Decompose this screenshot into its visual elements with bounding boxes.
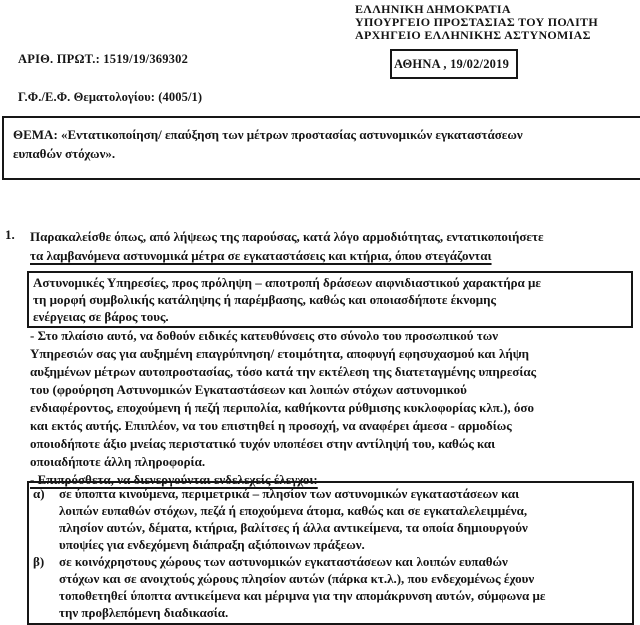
subject-text: «Εντατικοποίηση/ επαύξηση των μέτρων προστασίας αστυνομικών εγκαταστάσεων — [61, 127, 523, 142]
check-line: στόχων και σε ανοιχτούς χώρους πλησίον αυτών (πάρκα κτ.λ.), που ενδεχομένως έχουν — [59, 571, 535, 586]
thematic-file-ref: Γ.Φ./Ε.Φ. Θεματολογίου: (4005/1) — [18, 90, 203, 104]
body-line: αυξημένων μέτρων αυτοπροστασίας, τόσο κατά την εκτέλεση της διατεταγμένης υπηρεσίας — [30, 364, 537, 379]
body-line: οποιαδήποτε άλλη πληροφορία. — [30, 454, 206, 469]
checks-box — [27, 481, 634, 625]
check-item-beta — [33, 553, 627, 621]
check-line: σε κοινόχρηστους χώρους των αστυνομικών εγκαταστάσεων και λοιπών ευπαθών — [59, 554, 508, 569]
boxed-line: ενέργειας σε βάρος τους. — [33, 309, 169, 324]
letterhead-line-republic: ΕΛΛΗΝΙΚΗ ΔΗΜΟΚΡΑΤΙΑ — [355, 2, 511, 16]
boxed-line: τη μορφή συμβολικής κατάληψης ή παρέμβασης, καθώς και οποιασδήποτε έκνομης — [33, 292, 496, 307]
paragraph-2 — [30, 327, 635, 489]
check-line: λοιπών ευπαθών στόχων, πεζά ή εποχούμενα άτομα, καθώς και σε εγκαταλελειμμένα, — [59, 503, 528, 518]
boxed-line: Αστυνομικές Υπηρεσίες, προς πρόληψη – αποτροπή δράσεων αιφνιδιαστικού χαρακτήρα με — [33, 275, 541, 290]
protocol-number: ΑΡΙΘ. ΠΡΩΤ.: 1519/19/369302 — [18, 52, 189, 66]
body-line-underlined: τα λαμβανόμενα αστυνομικά μέτρα σε εγκαταστάσεις και κτήρια, όπου στεγάζονται — [30, 248, 492, 263]
controls-heading: - Επιπρόσθετα, να διενεργούνται ενδελεχείς έλεγχοι: — [30, 472, 318, 487]
check-item-alpha — [33, 485, 627, 553]
body-line: Υπηρεσιών σας για αυξημένη επαγρύπνηση/ ετοιμότητα, αποφυγή εφησυχασμού και λήψη — [30, 346, 530, 361]
check-line: πλησίον αυτών, δέματα, κτήρια, βαλίτσες ή άλλα αντικείμενα, τα οποία δημιουργούν — [59, 520, 528, 535]
date-stamp-box — [390, 49, 518, 79]
check-marker: α) — [33, 486, 45, 501]
emphasis-box-prevention — [27, 271, 633, 328]
letterhead-line-ministry: ΥΠΟΥΡΓΕΙΟ ΠΡΟΣΤΑΣΙΑΣ ΤΟΥ ΠΟΛΙΤΗ — [355, 15, 598, 29]
check-lines — [59, 485, 627, 553]
list-item-number: 1. — [5, 227, 15, 242]
check-line: τοποθετηθεί ύποπτα αντικείμενα και μέριμνα για την απομάκρυνση αυτών, σύμφωνα με — [59, 588, 546, 603]
paragraph-1 — [30, 227, 635, 265]
subject-label: ΘΕΜΑ: — [13, 127, 58, 142]
body-line: - Στο πλαίσιο αυτό, να δοθούν ειδικές κατευθύνσεις στο σύνολο του προσωπικού των — [30, 328, 498, 343]
check-line: την προβλεπόμενη διαδικασία. — [59, 605, 229, 620]
check-marker: β) — [33, 554, 45, 569]
letterhead — [355, 3, 598, 42]
body-line: και εκτός αυτής. Επιπλέον, να του επιστηθεί η προσοχή, να αναφέρει άμεσα - αρμοδίως — [30, 418, 512, 433]
check-line: σε ύποπτα κινούμενα, περιμετρικά – πλησίον των αστυνομικών εγκαταστάσεων και — [59, 486, 520, 501]
subject-line-1 — [13, 125, 640, 144]
letterhead-line-police-hq: ΑΡΧΗΓΕΙΟ ΕΛΛΗΝΙΚΗΣ ΑΣΤΥΝΟΜΙΑΣ — [355, 28, 591, 42]
subject-box — [2, 116, 640, 180]
body-line: Παρακαλείσθε όπως, από λήψεως της παρούσας, κατά λόγο αρμοδιότητας, εντατικοποιήσετε — [30, 229, 544, 244]
body-line: ενδιαφέροντος, εποχούμενη ή πεζή περιπολία, καθήκοντα ρύθμισης κυκλοφορίας κλπ.), όσο — [30, 400, 534, 415]
date-stamp: ΑΘΗΝΑ , 19/02/2019 — [394, 56, 510, 71]
check-lines — [59, 553, 627, 621]
body-line: οποιοδήποτε άξιο μνείας περιστατικό τυχόν υποπέσει στην αντίληψή του, καθώς και — [30, 436, 496, 451]
subject-line-2: ευπαθών στόχων». — [13, 146, 116, 161]
check-line: υποψίες για ενδεχόμενη διάπραξη αξιόποινων πράξεων. — [59, 537, 365, 552]
body-line: του (φρούρηση Αστυνομικών Εγκαταστάσεων και λοιπών στόχων αστυνομικού — [30, 382, 467, 397]
